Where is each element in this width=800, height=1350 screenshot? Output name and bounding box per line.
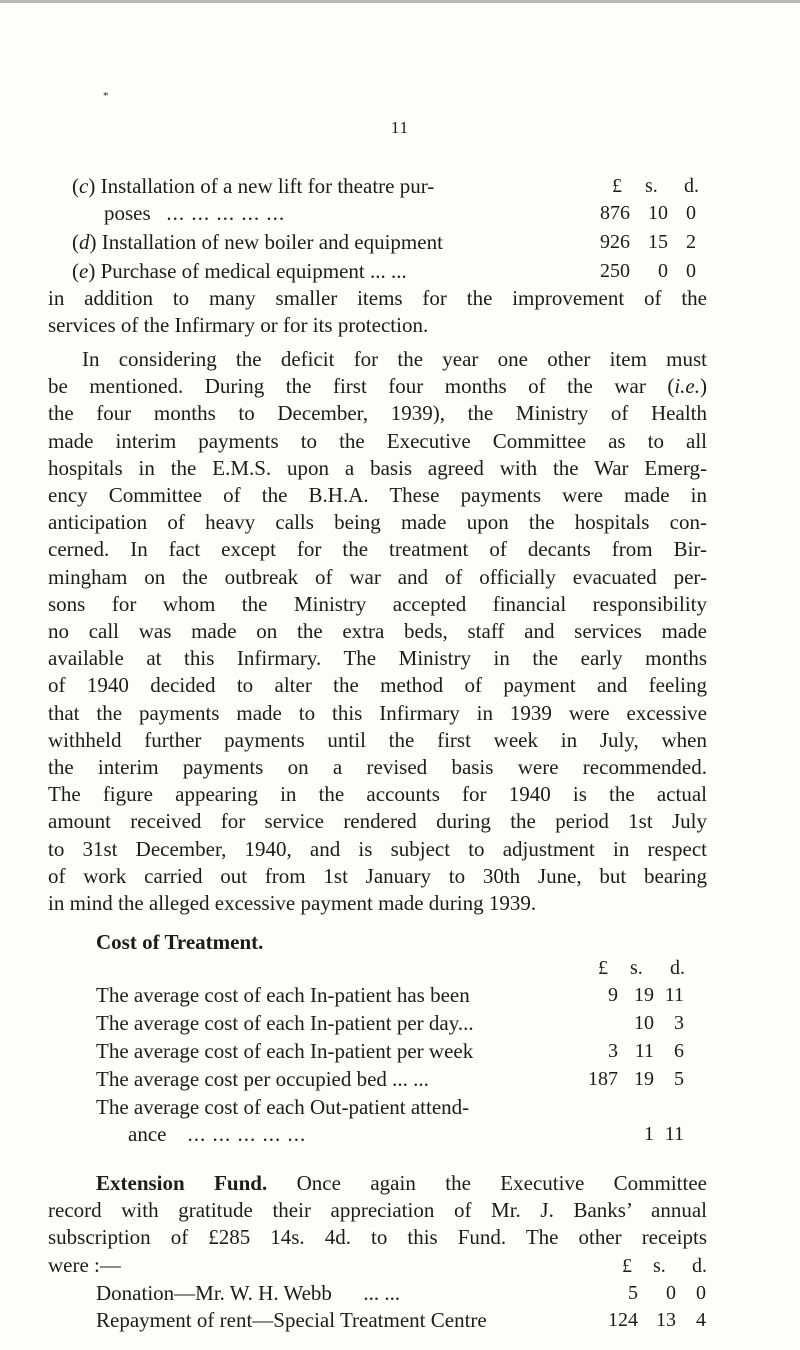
receipts-header-pounds: £: [622, 1255, 632, 1277]
item-e-shillings: 0: [658, 260, 668, 282]
cost-header-pence: d.: [670, 957, 685, 979]
header-pence: d.: [684, 175, 699, 197]
scan-edge-line: [0, 0, 800, 3]
cost-header-pounds: £: [598, 957, 608, 979]
paragraph-2-line: no call was made on the extra beds, staff and services made: [48, 619, 707, 644]
cost-row-text: The average cost of each In-patient per week: [96, 1039, 474, 1063]
paragraph-2: [48, 346, 707, 917]
cost-row-shillings: 10: [634, 1012, 654, 1034]
cost-of-treatment-heading: Cost of Treatment.: [96, 930, 264, 954]
paragraph-1-line-2: services of the Infirmary or for its protection.: [48, 313, 429, 337]
cost-row-pence: 6: [674, 1040, 684, 1062]
list-item-e: (e) Purchase of medical equipment ... ...: [72, 259, 407, 283]
paragraph-2-line: anticipation of heavy calls being made upon the hospitals con-: [48, 510, 707, 535]
receipt-row-text: Donation—Mr. W. H. Webb ... ...: [96, 1281, 401, 1305]
receipts-header-shillings: s.: [653, 1255, 666, 1277]
item-d-shillings: 15: [648, 231, 668, 253]
paragraph-2-line: that the payments made to this Infirmary in 1939 were excessive: [48, 700, 707, 725]
cost-header-shillings: s.: [630, 957, 643, 979]
cost-row-pounds: 3: [608, 1040, 618, 1062]
margin-mark: *: [103, 90, 109, 102]
receipt-row-pounds: 5: [628, 1282, 638, 1304]
paragraph-2-line: of 1940 decided to alter the method of payment and feeling: [48, 673, 707, 698]
paragraph-2-line: In considering the deficit for the year one other item must: [82, 347, 707, 371]
cost-row-pence: 11: [664, 1123, 684, 1145]
header-shillings: s.: [645, 175, 658, 197]
cost-row-shillings: 19: [634, 984, 654, 1006]
extension-line: subscription of £285 14s. 4d. to this Fund. The other receipts: [48, 1225, 707, 1250]
paragraph-2-line: mingham on the outbreak of war and of officially evacuated per-: [48, 564, 707, 589]
cost-row-shillings: 1: [644, 1123, 654, 1145]
cost-row-text: The average cost of each In-patient per day...: [96, 1011, 474, 1035]
paragraph-2-line: to 31st December, 1940, and is subject to adjustment in respect: [48, 836, 707, 861]
cost-row-pence: 3: [674, 1012, 684, 1034]
page-number: 11: [390, 118, 410, 137]
receipt-row-text: Repayment of rent—Special Treatment Centre: [96, 1308, 487, 1332]
extension-fund-heading: Extension Fund.: [96, 1171, 268, 1195]
extension-line: Extension Fund. Once again the Executive Committee: [96, 1171, 707, 1195]
paragraph-2-line: available at this Infirmary. The Ministry in the early months: [48, 646, 707, 671]
cost-row-pounds: 9: [608, 984, 618, 1006]
receipts-header-pence: d.: [692, 1255, 707, 1277]
item-c-pence: 0: [686, 202, 696, 224]
cost-row-pence: 11: [664, 984, 684, 1006]
receipt-row-pence: 4: [696, 1309, 706, 1331]
receipt-row-shillings: 0: [666, 1282, 676, 1304]
paragraph-2-line: The figure appearing in the accounts for 1940 is the actual: [48, 782, 707, 807]
cost-row-shillings: 11: [634, 1040, 654, 1062]
extension-line: record with gratitude their appreciation of Mr. J. Banks’ annual: [48, 1198, 707, 1223]
paragraph-2-line: the four months to December, 1939), the Ministry of Health: [48, 401, 707, 426]
extension-paragraph: [48, 1170, 707, 1279]
paragraph-2-line: cerned. In fact except for the treatment of decants from Bir-: [48, 537, 707, 562]
cost-row-pounds: 187: [588, 1068, 618, 1090]
receipt-row-pounds: 124: [608, 1309, 638, 1331]
paragraph-2-line: hospitals in the E.M.S. upon a basis agreed with the War Emerg-: [48, 455, 707, 480]
item-d-pence: 2: [686, 231, 696, 253]
item-d-pounds: 926: [600, 231, 630, 253]
extension-line: were :—: [48, 1252, 121, 1277]
paragraph-2-line: of work carried out from 1st January to 30th June, but bearing: [48, 863, 707, 888]
receipt-row-pence: 0: [696, 1282, 706, 1304]
cost-row-text: The average cost of each In-patient has been: [96, 983, 470, 1007]
paragraph-2-line: ency Committee of the B.H.A. These payments were made in: [48, 483, 707, 508]
list-item-c-cont: poses ... ... ... ... ...: [104, 201, 286, 225]
paragraph-2-line: in mind the alleged excessive payment made during 1939.: [48, 891, 537, 916]
item-c-shillings: 10: [648, 202, 668, 224]
paragraph-2-line: amount received for service rendered during the period 1st July: [48, 809, 707, 834]
cost-row-text: The average cost per occupied bed ... ...: [96, 1067, 429, 1091]
cost-row-text: The average cost of each Out-patient attend-: [96, 1095, 470, 1119]
paragraph-2-line: sons for whom the Ministry accepted financial responsibility: [48, 591, 707, 616]
cost-row-pence: 5: [674, 1068, 684, 1090]
item-e-pence: 0: [686, 260, 696, 282]
paragraph-2-line: the interim payments on a revised basis were recommended.: [48, 755, 707, 780]
list-item-c: (c) Installation of a new lift for theatre pur-: [72, 174, 435, 198]
receipt-row-shillings: 13: [656, 1309, 676, 1331]
cost-row-text-cont: ance ... ... ... ... ...: [128, 1122, 307, 1146]
paragraph-2-line: withheld further payments until the first week in July, when: [48, 727, 707, 752]
cost-row-shillings: 19: [634, 1068, 654, 1090]
paragraph-2-line: made interim payments to the Executive Committee as to all: [48, 428, 707, 453]
item-c-pounds: 876: [600, 202, 630, 224]
list-item-d: (d) Installation of new boiler and equipment: [72, 230, 443, 254]
paragraph-1-line-1: in addition to many smaller items for the improvement of the: [48, 286, 707, 310]
header-pounds: £: [612, 175, 622, 197]
paragraph-2-line: be mentioned. During the first four months of the war (i.e.): [48, 374, 707, 399]
italic-ie: i.e.: [674, 374, 700, 399]
item-e-pounds: 250: [600, 260, 630, 282]
